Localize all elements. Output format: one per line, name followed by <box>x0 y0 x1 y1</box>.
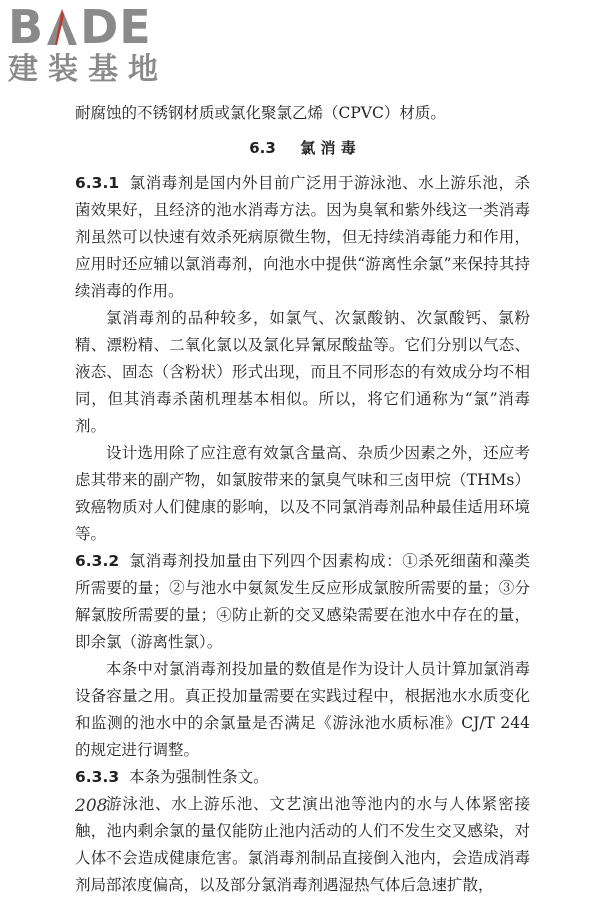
logo-wordmark <box>8 0 178 54</box>
section-heading <box>75 137 530 158</box>
clause-6-3-3-para-2: 游泳池、水上游乐池、文艺演出池等池内的水与人体紧密接触，池内剩余氯的量仅能防止池内活动的人们不发生交叉感染，对人体不会造成健康危害。氯消毒剂制品直接倒入池内，会造成消毒剂局部浓度偏高，以及部分氯消毒剂遇湿热气体后急速扩散， <box>75 795 530 894</box>
clause-6-3-2-para-1 <box>75 548 530 656</box>
clause-6-3-2-para-2: 本条中对氯消毒剂投加量的数值是作为设计人员计算加氯消毒设备容量之用。真正投加量需要在实践过程中，根据池水水质变化和监测的池水中的余氯量是否满足《游泳池水质标准》CJ/T 244 的规定进行调整。 <box>75 660 530 759</box>
section-title: 氯 消 毒 <box>300 139 356 157</box>
clause-6-3-1-para-3: 设计选用除了应注意有效氯含量高、杂质少因素之外，还应考虑其带来的副产物，如氯胺带来的氯臭气味和三卤甲烷（THMs）致癌物质对人们健康的影响，以及不同氯消毒剂品种最佳适用环境等。 <box>75 444 530 543</box>
clause-6-3-3-para-1 <box>75 764 530 791</box>
logo-letters-de: DE <box>80 0 152 54</box>
logo-letter-b: B <box>8 0 45 54</box>
clause-number: 6.3.1 <box>75 174 120 192</box>
continued-line: 耐腐蚀的不锈钢材质或氯化聚氯乙烯（CPVC）材质。 <box>75 104 446 122</box>
logo-letter-a-icon <box>45 7 79 47</box>
clause-number: 6.3.3 <box>75 768 120 786</box>
clause-text: 氯消毒剂是国内外目前广泛用于游泳池、水上游乐池，杀菌效果好，且经济的池水消毒方法。因为臭氧和紫外线这一类消毒剂虽然可以快速有效杀死病原微生物，但无持续消毒能力和作用，应用时还应辅以氯消毒剂，向池水中提供“游离性余氯”来保持其持续消毒的作用。 <box>75 174 530 300</box>
clause-6-3-1-para-1 <box>75 170 530 305</box>
clause-text: 本条为强制性条文。 <box>129 768 269 786</box>
clause-number: 6.3.2 <box>75 552 120 570</box>
page-number: 208 <box>75 796 108 816</box>
section-number: 6.3 <box>249 139 276 157</box>
clause-6-3-1-para-2: 氯消毒剂的品种较多，如氯气、次氯酸钠、次氯酸钙、氯粉精、漂粉精、二氧化氯以及氯化异氰尿酸盐等。它们分别以气态、液态、固态（含粉状）形式出现，而且不同形态的有效成分均不相同，但其消毒杀菌机理基本相似。所以，将它们通称为“氯”消毒剂。 <box>75 309 530 435</box>
logo-subtitle: 建装基地 <box>8 52 168 87</box>
document-page <box>75 100 530 899</box>
bade-watermark-logo <box>8 0 178 94</box>
clause-text: 氯消毒剂投加量由下列四个因素构成：①杀死细菌和藻类所需要的量；②与池水中氨氮发生反应形成氯胺所需要的量；③分解氯胺所需要的量；④防止新的交叉感染需要在池水中存在的量，即余氯（游离性氯）。 <box>75 552 530 651</box>
